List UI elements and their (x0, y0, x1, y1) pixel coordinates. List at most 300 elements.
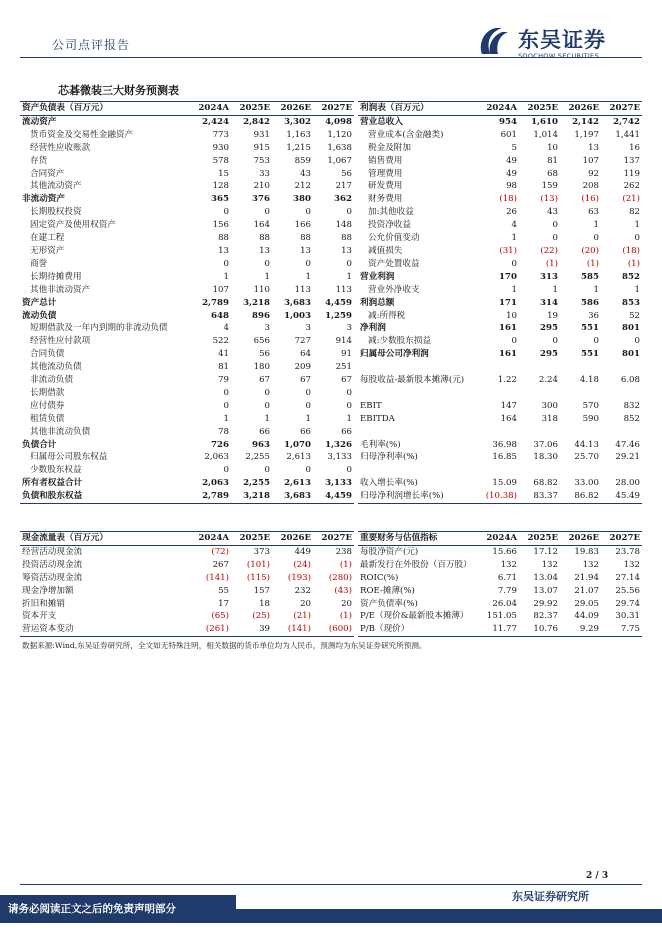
cell-value (478, 426, 519, 439)
cell-value: 3 (305, 323, 311, 334)
cell-value: 4 (511, 220, 517, 231)
table-row (358, 335, 642, 348)
cell-value (601, 464, 642, 477)
table-row (20, 623, 354, 636)
cell-value: 726 (211, 439, 229, 450)
table-row (358, 451, 642, 464)
cell-value: 21.94 (574, 572, 599, 583)
cell-value (478, 387, 519, 400)
cell-value: 2,255 (243, 478, 270, 489)
table-row (358, 206, 642, 219)
cell-value: 0 (264, 465, 270, 476)
cell-value: 128 (212, 181, 229, 192)
cell-value: 0 (264, 387, 270, 398)
table-row (358, 545, 642, 558)
row-label: 负债和股东权益 (20, 490, 190, 503)
row-label: 减:所得税 (368, 310, 406, 321)
cell-value: 82.37 (533, 611, 558, 622)
cell-value: 0 (511, 258, 517, 269)
cell-value: 11.77 (478, 623, 519, 636)
cell-value: 852 (623, 413, 640, 424)
table-row (358, 258, 642, 271)
cell-value: 55 (218, 585, 229, 596)
cell-value: 209 (294, 362, 311, 373)
table-row (20, 335, 354, 348)
cell-value: 5 (511, 142, 517, 153)
cell-value (560, 387, 601, 400)
cell-value: 43 (547, 207, 558, 218)
row-label: 租赁负债 (30, 413, 65, 424)
cell-value: 300 (541, 400, 558, 411)
column-header: 2027E (601, 102, 642, 116)
cell-value: 2,789 (190, 490, 231, 503)
cell-value: 954 (499, 116, 517, 127)
table-row (358, 623, 642, 636)
cell-value: 1,610 (531, 116, 558, 127)
cell-value: 19.83 (574, 546, 599, 557)
cell-value: 44.13 (574, 439, 599, 450)
income-statement-block (358, 101, 642, 504)
cell-value: 1,014 (533, 129, 558, 140)
cell-value: 161 (499, 323, 517, 334)
cell-value: (261) (190, 623, 231, 636)
cell-value: 180 (253, 362, 270, 373)
cell-value: 0 (346, 387, 352, 398)
table-row (20, 245, 354, 258)
table-title: 重要财务与估值指标 (358, 532, 478, 546)
cell-value (519, 361, 560, 374)
row-label: 减:少数股东损益 (368, 336, 432, 347)
cell-value: 2,842 (243, 116, 270, 127)
cell-value: (141) (272, 623, 313, 636)
cell-value: 30.31 (615, 611, 640, 622)
cell-value: 170 (499, 271, 517, 282)
table-row (358, 142, 642, 155)
disclaimer-banner: 请务必阅读正文之后的免责声明部分 (0, 895, 236, 923)
row-label: 资产总计 (22, 297, 57, 308)
cell-value: (141) (205, 572, 229, 583)
cell-value: 212 (294, 181, 311, 192)
cell-value: 832 (623, 400, 640, 411)
row-label: 流动资产 (22, 116, 57, 127)
cell-value: 6.71 (497, 572, 517, 583)
company-logo (476, 24, 626, 68)
column-header: 2026E (272, 532, 313, 546)
cell-value: 68 (547, 168, 558, 179)
cell-value: 0 (593, 336, 599, 347)
cell-value: 1,259 (325, 310, 352, 321)
table-row (358, 129, 642, 142)
cell-value: 0 (264, 258, 270, 269)
cell-value: 1,197 (574, 129, 599, 140)
cell-value (560, 464, 601, 477)
cell-value: 853 (622, 297, 640, 308)
row-label: 最新发行在外股份（百万股） (360, 559, 472, 570)
row-label: 其他流动资产 (30, 181, 82, 192)
cell-value: 3 (346, 323, 352, 334)
cash-flow-table (20, 531, 354, 637)
cell-value: 88 (341, 233, 352, 244)
firm-name: 东吴证券研究所 (512, 890, 589, 903)
cell-value: 64 (300, 349, 311, 360)
cell-value: 56 (259, 349, 270, 360)
cell-value: 0 (223, 387, 229, 398)
cell-value: 963 (252, 439, 270, 450)
logo-name: 东吴证券 (518, 28, 606, 52)
table-row (20, 284, 354, 297)
cell-value: 931 (253, 129, 270, 140)
cell-value: 801 (622, 349, 640, 360)
cell-value: 164 (500, 413, 517, 424)
cell-value: 376 (252, 194, 270, 205)
cell-value: 656 (253, 336, 270, 347)
row-label: 利润总额 (360, 297, 395, 308)
row-label: EBIT (360, 400, 382, 411)
table-row (20, 193, 354, 206)
column-header: 2024A (190, 102, 231, 116)
row-label: P/B（现价） (358, 623, 478, 636)
row-label: 现金净增加额 (22, 585, 74, 596)
cell-value: (43) (334, 585, 352, 596)
cell-value: 2,255 (245, 452, 270, 463)
table-row (20, 168, 354, 181)
table-row (20, 400, 354, 413)
cell-value: 161 (499, 349, 517, 360)
table-row (20, 464, 354, 477)
cell-value: 0 (264, 400, 270, 411)
cell-value: 262 (623, 181, 640, 192)
row-label: 经营性应付款项 (30, 336, 91, 347)
table-row (20, 374, 354, 387)
cell-value: 13 (588, 142, 599, 153)
cell-value: 585 (581, 271, 599, 282)
cell-value: 29.21 (615, 452, 640, 463)
balance-sheet-block (20, 101, 354, 504)
table-row (358, 322, 642, 335)
column-header: 2027E (313, 102, 354, 116)
table-row (358, 413, 642, 426)
cell-value: 852 (622, 271, 640, 282)
cell-value: 9.29 (560, 623, 601, 636)
table-row (358, 310, 642, 323)
cell-value: 313 (540, 271, 558, 282)
table-row (358, 464, 642, 477)
row-label: ROE-摊薄(%) (360, 585, 415, 596)
cell-value: (280) (328, 572, 352, 583)
cell-value: 0 (552, 233, 558, 244)
table-row (20, 610, 354, 623)
cell-value: 365 (211, 194, 229, 205)
cell-value: 1 (346, 413, 352, 424)
cell-value: 10 (547, 142, 558, 153)
table-row (358, 598, 642, 611)
cell-value: 20 (341, 598, 352, 609)
cell-value: 83.37 (519, 490, 560, 503)
table-row (20, 155, 354, 168)
cell-value: 2,789 (202, 297, 229, 308)
cell-value: 0 (305, 258, 311, 269)
row-label: 税金及附加 (368, 142, 411, 153)
row-label (358, 464, 478, 477)
table-row (20, 206, 354, 219)
cell-value: 49 (506, 168, 517, 179)
row-label: 管理费用 (368, 168, 403, 179)
cell-value: 41 (218, 349, 229, 360)
cell-value: 3,133 (325, 478, 352, 489)
cell-value: 0 (346, 207, 352, 218)
table-title: 利润表（百万元） (358, 102, 478, 116)
column-header: 2027E (313, 532, 354, 546)
cell-value: 91 (341, 349, 352, 360)
cell-value: (1) (545, 258, 558, 269)
cell-value: 4,098 (325, 116, 352, 127)
table-row (358, 361, 642, 374)
row-label: 公允价值变动 (368, 233, 420, 244)
cell-value: 56 (341, 168, 352, 179)
cell-value: 3,683 (284, 297, 311, 308)
cell-value: 0 (552, 336, 558, 347)
cell-value: (1) (339, 611, 352, 622)
cell-value: 66 (341, 426, 352, 437)
cell-value: 47.46 (615, 439, 640, 450)
table-row (358, 374, 642, 387)
row-label: 其他流动负债 (30, 362, 82, 373)
table-row (358, 219, 642, 232)
table-row (358, 477, 642, 490)
cell-value: 314 (540, 297, 558, 308)
row-label: 净利润 (360, 323, 386, 334)
cell-value: 232 (294, 585, 311, 596)
cell-value: (25) (252, 611, 270, 622)
cell-value: 23.78 (615, 546, 640, 557)
cell-value: 570 (582, 400, 599, 411)
row-label: 商誉 (30, 258, 48, 269)
table-row (20, 545, 354, 558)
cell-value: 82 (629, 207, 640, 218)
cell-value: 373 (253, 546, 270, 557)
cell-value: 13 (341, 245, 352, 256)
cell-value: 20 (300, 598, 311, 609)
row-label (358, 361, 478, 374)
cell-value: (101) (246, 559, 270, 570)
cell-value: 39 (231, 623, 272, 636)
row-label: 减值损失 (368, 245, 403, 256)
row-label: 资产负债率(%) (360, 598, 418, 609)
cell-value: 166 (294, 220, 311, 231)
cell-value: 3,683 (272, 490, 313, 503)
cell-value: 68.82 (533, 478, 558, 489)
row-label: 筹资活动现金流 (22, 572, 83, 583)
row-label: 在建工程 (30, 233, 65, 244)
table-row (20, 477, 354, 490)
cell-value: 0 (305, 465, 311, 476)
table-header-row (20, 102, 354, 116)
cell-value: 164 (253, 220, 270, 231)
cell-value: 753 (253, 155, 270, 166)
cell-value: 113 (335, 284, 352, 295)
income-statement-table (358, 101, 642, 504)
column-header: 2025E (231, 532, 272, 546)
table-row (20, 129, 354, 142)
footer-band (236, 909, 662, 923)
row-label: 营业总收入 (360, 116, 403, 127)
cell-value (519, 426, 560, 439)
page-number: 2 / 3 (586, 871, 609, 881)
table-header-row (358, 532, 642, 546)
cell-value: 25.70 (574, 452, 599, 463)
row-label (358, 426, 478, 439)
cell-value: 208 (582, 181, 599, 192)
cell-value: 88 (218, 233, 229, 244)
report-type-label: 公司点评报告 (52, 38, 131, 52)
cell-value: 15 (218, 168, 229, 179)
cell-value: 380 (293, 194, 311, 205)
cell-value: 2,142 (572, 116, 599, 127)
cell-value: 217 (335, 181, 352, 192)
cell-value: 67 (259, 375, 270, 386)
table-row (20, 451, 354, 464)
cell-value: 1 (511, 284, 517, 295)
table-row (20, 439, 354, 452)
row-label: 收入增长率(%) (360, 478, 418, 489)
cell-value: 0 (223, 465, 229, 476)
table-row (358, 245, 642, 258)
table-row (20, 585, 354, 598)
cell-value: 0 (305, 387, 311, 398)
cell-value: 157 (253, 585, 270, 596)
cell-value: 238 (335, 546, 352, 557)
cell-value: 7.79 (497, 585, 517, 596)
cell-value: 1 (223, 413, 229, 424)
row-label: 归属母公司股东权益 (30, 452, 108, 463)
row-label: 每股净资产(元) (360, 546, 419, 557)
cell-value: 4,459 (325, 297, 352, 308)
cell-value: 25.56 (615, 585, 640, 596)
row-label: 经营性应收账款 (30, 142, 91, 153)
row-label: 销售费用 (368, 155, 403, 166)
cell-value: 15.09 (492, 478, 517, 489)
cell-value: 449 (294, 546, 311, 557)
cell-value: 267 (212, 559, 229, 570)
cell-value: 19 (547, 310, 558, 321)
table-row (20, 426, 354, 439)
cell-value (601, 426, 642, 439)
cell-value: 551 (581, 349, 599, 360)
cell-value: 1 (634, 220, 640, 231)
cell-value: (72) (211, 546, 229, 557)
cell-value: 15.66 (492, 546, 517, 557)
table-header-row (358, 102, 642, 116)
cell-value: 586 (581, 297, 599, 308)
cash-flow-block (20, 531, 354, 637)
column-header: 2024A (478, 532, 519, 546)
cell-value: 1 (305, 271, 311, 282)
table-row (358, 155, 642, 168)
cell-value: 3 (264, 323, 270, 334)
table-row (20, 559, 354, 572)
cell-value: 66 (300, 426, 311, 437)
row-label: 所有者权益合计 (22, 478, 83, 489)
row-label: 毛利率(%) (360, 439, 401, 450)
row-label: 存货 (30, 155, 48, 166)
cell-value: 1,638 (327, 142, 352, 153)
cell-value: 896 (252, 310, 270, 321)
cell-value: 2,613 (286, 452, 311, 463)
cell-value: (600) (313, 623, 354, 636)
cell-value (560, 426, 601, 439)
cell-value: (24) (293, 559, 311, 570)
cell-value: 36 (588, 310, 599, 321)
cell-value: (115) (246, 572, 270, 583)
cell-value: 1 (264, 271, 270, 282)
cell-value: 43 (300, 168, 311, 179)
row-label: 固定资产及使用权资产 (30, 220, 116, 231)
cell-value: 3,218 (231, 490, 272, 503)
cell-value: 2,063 (202, 478, 229, 489)
row-label: 货币资金及交易性金融资产 (30, 129, 134, 140)
key-metrics-block (358, 531, 642, 637)
cell-value: 37.06 (533, 439, 558, 450)
cell-value: 0 (346, 258, 352, 269)
cell-value: 2,613 (284, 478, 311, 489)
cell-value: 930 (212, 142, 229, 153)
cell-value: (193) (287, 572, 311, 583)
cell-value: 362 (334, 194, 352, 205)
cell-value: 113 (294, 284, 311, 295)
row-label: 财务费用 (368, 194, 403, 205)
cell-value: 2,742 (613, 116, 640, 127)
row-label: 流动负债 (22, 310, 57, 321)
cell-value: 0 (305, 400, 311, 411)
cell-value (601, 387, 642, 400)
cell-value: 0 (634, 336, 640, 347)
cell-value: 28.00 (615, 478, 640, 489)
row-label: 研发费用 (368, 181, 403, 192)
row-label: 归母净利润增长率(%) (358, 490, 478, 503)
cell-value: 0 (223, 258, 229, 269)
table-row (20, 232, 354, 245)
row-label: 应付债券 (30, 400, 65, 411)
cell-value: 16.85 (492, 452, 517, 463)
row-label: 每股收益-最新股本摊薄(元) (360, 375, 465, 386)
table-row (20, 297, 354, 310)
cell-value: 2,424 (202, 116, 229, 127)
table-row (358, 193, 642, 206)
cell-value: 88 (300, 233, 311, 244)
row-label: 资本开支 (22, 611, 57, 622)
cell-value: 45.49 (601, 490, 642, 503)
cell-value: 1 (593, 220, 599, 231)
cell-value: 10.76 (519, 623, 560, 636)
cell-value: 13 (300, 245, 311, 256)
table-row (358, 426, 642, 439)
row-label: 投资净收益 (368, 220, 411, 231)
cell-value: (13) (540, 194, 558, 205)
cell-value: 44.09 (574, 611, 599, 622)
table-header-row (20, 532, 354, 546)
table-row (20, 219, 354, 232)
table-title: 资产负债表（百万元） (20, 102, 190, 116)
cell-value: 295 (540, 349, 558, 360)
table-row (20, 115, 354, 128)
column-header: 2024A (478, 102, 519, 116)
cell-value (519, 387, 560, 400)
key-metrics-table (358, 531, 642, 637)
cell-value: 551 (581, 323, 599, 334)
table-row (20, 258, 354, 271)
cell-value: 801 (622, 323, 640, 334)
table-row (20, 348, 354, 361)
